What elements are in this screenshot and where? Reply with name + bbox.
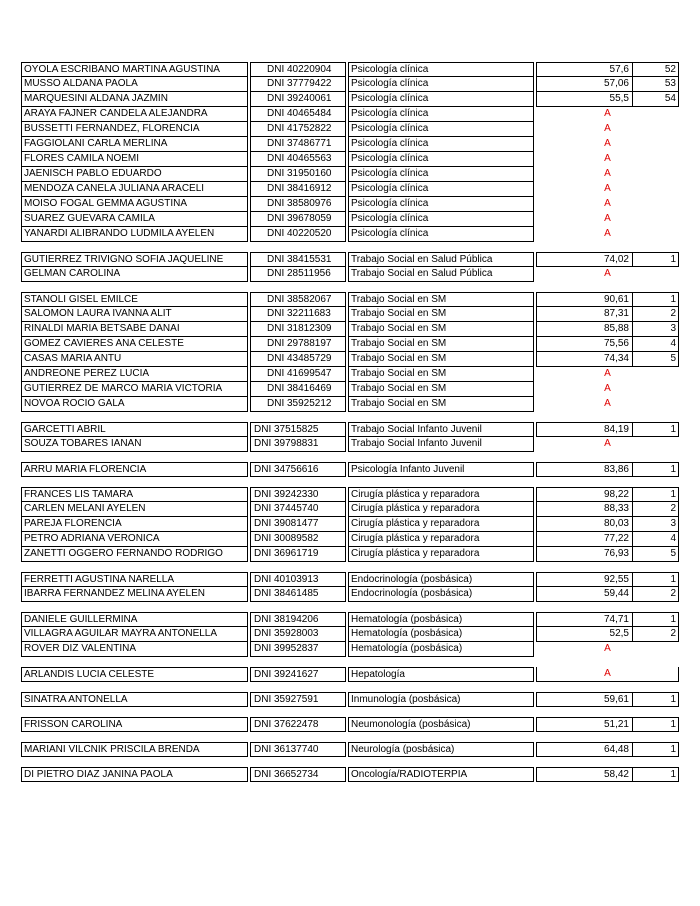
specialty-group [21,717,679,732]
specialty-cell: Psicología clínica [348,62,534,77]
specialty-cell: Psicología clínica [348,92,534,107]
specialty-cell: Trabajo Social en SM [348,367,534,382]
dni-cell: DNI 36652734 [250,767,346,782]
table-row [21,92,679,107]
applicant-name-cell: ARRU MARIA FLORENCIA [21,462,248,477]
table-row [21,487,679,502]
dni-cell: DNI 30089582 [250,532,346,547]
rank-cell: 53 [633,77,679,92]
specialty-cell: Psicología clínica [348,137,534,152]
dni-cell: DNI 38580976 [250,197,346,212]
score-cell: 80,03 [536,517,633,532]
score-cell: 59,61 [536,692,633,707]
applicant-name-cell: MUSSO ALDANA PAOLA [21,77,248,92]
table-row [21,152,679,167]
dni-cell: DNI 41699547 [250,367,346,382]
dni-cell: DNI 39240061 [250,92,346,107]
table-row [21,397,679,412]
applicant-name-cell: FRISSON CAROLINA [21,717,248,732]
specialty-cell: Cirugía plástica y reparadora [348,517,534,532]
rank-cell: 2 [633,587,679,602]
table-row [21,437,679,452]
applicant-name-cell: PETRO ADRIANA VERONICA [21,532,248,547]
applicant-name-cell: ARLANDIS LUCIA CELESTE [21,667,248,682]
applicant-name-cell: JAENISCH PABLO EDUARDO [21,167,248,182]
dni-cell: DNI 28511956 [250,267,346,282]
rank-cell: 52 [633,62,679,77]
specialty-cell: Psicología clínica [348,122,534,137]
applicant-name-cell: OYOLA ESCRIBANO MARTINA AGUSTINA [21,62,248,77]
dni-cell: DNI 29788197 [250,337,346,352]
table-row [21,422,679,437]
applicant-name-cell: ARAYA FAJNER CANDELA ALEJANDRA [21,107,248,122]
specialty-cell: Trabajo Social en SM [348,322,534,337]
absent-marker: A [604,168,611,179]
score-cell: 83,86 [536,462,633,477]
dni-cell: DNI 43485729 [250,352,346,367]
rank-cell: 5 [633,547,679,562]
table-row [21,692,679,707]
dni-cell: DNI 38194206 [250,612,346,627]
dni-cell: DNI 39798831 [250,437,346,452]
dni-cell: DNI 38416912 [250,182,346,197]
table-row [21,167,679,182]
specialty-cell: Trabajo Social en SM [348,397,534,412]
dni-cell: DNI 40103913 [250,572,346,587]
table-row [21,292,679,307]
specialty-cell: Trabajo Social en Salud Pública [348,267,534,282]
applicant-name-cell: FERRETTI AGUSTINA NARELLA [21,572,248,587]
table-row [21,742,679,757]
specialty-cell: Trabajo Social en SM [348,307,534,322]
table-row [21,307,679,322]
absent-marker: A [604,138,611,149]
absent-marker: A [604,383,611,394]
applicant-name-cell: ZANETTI OGGERO FERNANDO RODRIGO [21,547,248,562]
absent-marker: A [604,123,611,134]
table-row [21,182,679,197]
table-row [21,767,679,782]
score-cell: 84,19 [536,422,633,437]
specialty-cell: Oncología/RADIOTERPIA [348,767,534,782]
dni-cell: DNI 37779422 [250,77,346,92]
dni-cell: DNI 37515825 [250,422,346,437]
dni-cell: DNI 38461485 [250,587,346,602]
table-row [21,107,679,122]
applicant-name-cell: MARIANI VILCNIK PRISCILA BRENDA [21,742,248,757]
table-row [21,322,679,337]
applicant-name-cell: MOISO FOGAL GEMMA AGUSTINA [21,197,248,212]
specialty-group [21,487,679,562]
dni-cell: DNI 37486771 [250,137,346,152]
specialty-cell: Psicología clínica [348,107,534,122]
score-cell: 57,06 [536,77,633,92]
applicant-name-cell: FAGGIOLANI CARLA MERLINA [21,137,248,152]
specialty-group [21,742,679,757]
specialty-cell: Endocrinología (posbásica) [348,587,534,602]
rank-cell: 1 [633,462,679,477]
applicant-name-cell: DI PIETRO DIAZ JANINA PAOLA [21,767,248,782]
specialty-cell: Trabajo Social en Salud Pública [348,252,534,267]
absent-marker: A [604,438,611,449]
dni-cell: DNI 38415531 [250,252,346,267]
score-cell: 75,56 [536,337,633,352]
score-cell: 64,48 [536,742,633,757]
specialty-cell: Trabajo Social Infanto Juvenil [348,422,534,437]
applicant-name-cell: DANIELE GUILLERMINA [21,612,248,627]
rank-cell: 1 [633,717,679,732]
table-row [21,517,679,532]
table-row [21,547,679,562]
rank-cell: 4 [633,532,679,547]
dni-cell: DNI 36137740 [250,742,346,757]
dni-cell: DNI 39678059 [250,212,346,227]
rank-cell: 5 [633,352,679,367]
specialty-cell: Neumonología (posbásica) [348,717,534,732]
applicant-name-cell: CARLEN MELANI AYELEN [21,502,248,517]
rank-cell: 3 [633,517,679,532]
specialty-group [21,62,679,242]
rank-cell: 1 [633,767,679,782]
dni-cell: DNI 36961719 [250,547,346,562]
applicant-name-cell: SUAREZ GUEVARA CAMILA [21,212,248,227]
table-row [21,667,679,682]
dni-cell: DNI 41752822 [250,122,346,137]
applicant-name-cell: GUTIERREZ TRIVIGNO SOFIA JAQUELINE [21,252,248,267]
score-cell: 55,5 [536,92,633,107]
table-row [21,462,679,477]
table-row [21,587,679,602]
dni-cell: DNI 31950160 [250,167,346,182]
specialty-cell: Hematología (posbásica) [348,627,534,642]
applicant-name-cell: GOMEZ CAVIERES ANA CELESTE [21,337,248,352]
score-cell: 74,02 [536,252,633,267]
dni-cell: DNI 37622478 [250,717,346,732]
applicant-name-cell: GARCETTI ABRIL [21,422,248,437]
score-cell: 57,6 [536,62,633,77]
applicant-name-cell: BUSSETTI FERNANDEZ, FLORENCIA [21,122,248,137]
score-cell: 87,31 [536,307,633,322]
absent-marker: A [604,153,611,164]
applicant-name-cell: SOUZA TOBARES IANAN [21,437,248,452]
applicant-name-cell: GELMAN CAROLINA [21,267,248,282]
score-cell: 76,93 [536,547,633,562]
applicant-name-cell: FLORES CAMILA NOEMI [21,152,248,167]
rank-cell: 1 [633,742,679,757]
table-row [21,137,679,152]
score-cell: 90,61 [536,292,633,307]
table-row [21,267,679,282]
table-row [21,77,679,92]
absent-marker: A [604,108,611,119]
applicant-name-cell: IBARRA FERNANDEZ MELINA AYELEN [21,587,248,602]
specialty-cell: Psicología clínica [348,152,534,167]
applicant-name-cell: FRANCES LIS TAMARA [21,487,248,502]
applicant-name-cell: NOVOA ROCIO GALA [21,397,248,412]
dni-cell: DNI 40220520 [250,227,346,242]
score-cell: 59,44 [536,587,633,602]
score-cell: 85,88 [536,322,633,337]
specialty-group [21,767,679,782]
dni-cell: DNI 38416469 [250,382,346,397]
applicant-name-cell: RINALDI MARIA BETSABE DANAI [21,322,248,337]
absent-marker: A [604,398,611,409]
specialty-group [21,667,679,682]
dni-cell: DNI 39242330 [250,487,346,502]
dni-cell: DNI 31812309 [250,322,346,337]
score-cell: 51,21 [536,717,633,732]
applicant-name-cell: MENDOZA CANELA JULIANA ARACELI [21,182,248,197]
specialty-group [21,612,679,657]
specialty-cell: Neurología (posbásica) [348,742,534,757]
table-row [21,122,679,137]
dni-cell: DNI 39081477 [250,517,346,532]
specialty-cell: Trabajo Social en SM [348,352,534,367]
dni-cell: DNI 37445740 [250,502,346,517]
applicant-name-cell: ROVER DIZ VALENTINA [21,642,248,657]
specialty-group [21,462,679,477]
dni-cell: DNI 39952837 [250,642,346,657]
specialty-group [21,252,679,282]
specialty-group [21,292,679,412]
rank-cell: 1 [633,292,679,307]
specialty-cell: Trabajo Social Infanto Juvenil [348,437,534,452]
dni-cell: DNI 40465563 [250,152,346,167]
table-row [21,612,679,627]
table-row [21,337,679,352]
dni-cell: DNI 32211683 [250,307,346,322]
specialty-cell: Psicología clínica [348,167,534,182]
specialty-cell: Psicología clínica [348,227,534,242]
specialty-cell: Cirugía plástica y reparadora [348,532,534,547]
specialty-cell: Cirugía plástica y reparadora [348,547,534,562]
dni-cell: DNI 35928003 [250,627,346,642]
rank-cell: 1 [633,612,679,627]
applicant-name-cell: VILLAGRA AGUILAR MAYRA ANTONELLA [21,627,248,642]
score-cell: 98,22 [536,487,633,502]
table-row [21,227,679,242]
score-cell: 52,5 [536,627,633,642]
applicant-name-cell: PAREJA FLORENCIA [21,517,248,532]
applicant-name-cell: YANARDI ALIBRANDO LUDMILA AYELEN [21,227,248,242]
absent-marker: A [604,213,611,224]
score-cell: 74,34 [536,352,633,367]
applicant-name-cell: MARQUESINI ALDANA JAZMIN [21,92,248,107]
dni-cell: DNI 35925212 [250,397,346,412]
rank-cell: 3 [633,322,679,337]
specialty-cell: Cirugía plástica y reparadora [348,502,534,517]
results-table [21,62,679,792]
rank-cell: 1 [633,487,679,502]
dni-cell: DNI 38582067 [250,292,346,307]
table-row [21,352,679,367]
table-row [21,252,679,267]
specialty-cell: Trabajo Social en SM [348,292,534,307]
specialty-cell: Trabajo Social en SM [348,382,534,397]
score-cell: 88,33 [536,502,633,517]
table-row [21,62,679,77]
specialty-cell: Psicología clínica [348,197,534,212]
absent-marker: A [604,268,611,279]
specialty-cell: Inmunología (posbásica) [348,692,534,707]
rank-cell: 2 [633,627,679,642]
rank-cell: 1 [633,692,679,707]
rank-cell: 1 [633,572,679,587]
applicant-name-cell: GUTIERREZ DE MARCO MARIA VICTORIA [21,382,248,397]
dni-cell: DNI 40220904 [250,62,346,77]
specialty-group [21,692,679,707]
specialty-group [21,572,679,602]
score-cell: 92,55 [536,572,633,587]
dni-cell: DNI 40465484 [250,107,346,122]
dni-cell: DNI 39241627 [250,667,346,682]
specialty-cell: Psicología clínica [348,77,534,92]
score-cell: 74,71 [536,612,633,627]
applicant-name-cell: ANDREONE PEREZ LUCIA [21,367,248,382]
specialty-cell: Hematología (posbásica) [348,612,534,627]
table-row [21,212,679,227]
specialty-cell: Psicología clínica [348,182,534,197]
table-row [21,502,679,517]
rank-cell: 2 [633,502,679,517]
rank-cell: 1 [633,422,679,437]
table-row [21,532,679,547]
applicant-name-cell: STANOLI GISEL EMILCE [21,292,248,307]
applicant-name-cell: SALOMON LAURA IVANNA ALIT [21,307,248,322]
table-row [21,367,679,382]
dni-cell: DNI 34756616 [250,462,346,477]
table-row [21,642,679,657]
rank-cell: 54 [633,92,679,107]
specialty-cell: Psicología clínica [348,212,534,227]
rank-cell: 2 [633,307,679,322]
absent-marker: A [604,183,611,194]
absent-marker: A [536,667,679,682]
specialty-cell: Psicología Infanto Juvenil [348,462,534,477]
absent-marker: A [604,643,611,654]
absent-marker: A [604,198,611,209]
table-row [21,627,679,642]
table-row [21,197,679,212]
absent-marker: A [604,368,611,379]
rank-cell: 4 [633,337,679,352]
specialty-cell: Cirugía plástica y reparadora [348,487,534,502]
applicant-name-cell: CASAS MARIA ANTU [21,352,248,367]
table-row [21,382,679,397]
specialty-cell: Trabajo Social en SM [348,337,534,352]
specialty-cell: Endocrinología (posbásica) [348,572,534,587]
table-row [21,572,679,587]
specialty-cell: Hematología (posbásica) [348,642,534,657]
table-row [21,717,679,732]
absent-marker: A [604,228,611,239]
rank-cell: 1 [633,252,679,267]
specialty-cell: Hepatología [348,667,534,682]
applicant-name-cell: SINATRA ANTONELLA [21,692,248,707]
specialty-group [21,422,679,452]
dni-cell: DNI 35927591 [250,692,346,707]
score-cell: 77,22 [536,532,633,547]
score-cell: 58,42 [536,767,633,782]
